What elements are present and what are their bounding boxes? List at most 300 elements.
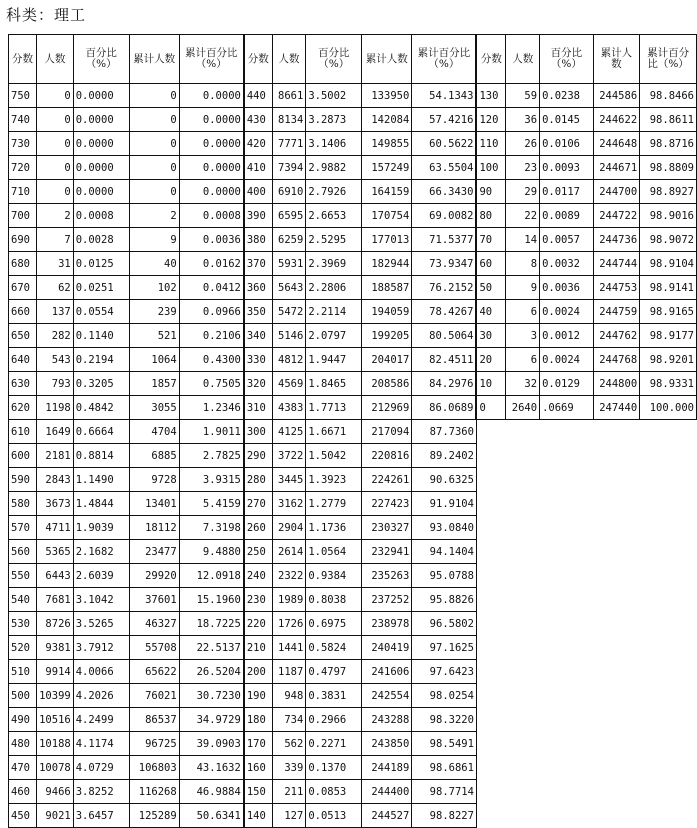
table-cell: 3.9315	[179, 468, 244, 492]
column-header: 分数	[244, 35, 272, 84]
table-cell: 9	[129, 228, 179, 252]
table-cell: 60.5622	[412, 132, 477, 156]
table-cell: 550	[9, 564, 37, 588]
table-cell: 177013	[362, 228, 412, 252]
empty-cell	[476, 804, 505, 828]
empty-cell	[640, 564, 697, 588]
table-cell: 2614	[272, 540, 306, 564]
table-cell: 2.7825	[179, 444, 244, 468]
table-cell: 0	[476, 396, 505, 420]
table-cell: 6	[506, 348, 540, 372]
table-cell: 0.0000	[73, 132, 129, 156]
table-cell: 208586	[362, 372, 412, 396]
table-row	[9, 252, 697, 276]
table-cell: 244671	[593, 156, 640, 180]
table-cell: 10078	[37, 756, 74, 780]
table-cell: 240	[244, 564, 272, 588]
empty-cell	[640, 636, 697, 660]
table-cell: 9	[506, 276, 540, 300]
table-cell: 650	[9, 324, 37, 348]
table-cell: 116268	[129, 780, 179, 804]
table-cell: 1.2346	[179, 396, 244, 420]
table-cell: 2.2806	[306, 276, 362, 300]
column-header: 人数	[37, 35, 74, 84]
table-cell: 98.8716	[640, 132, 697, 156]
table-cell: 1.3923	[306, 468, 362, 492]
table-cell: 0	[129, 156, 179, 180]
table-cell: 0.0036	[540, 276, 594, 300]
table-cell: 194059	[362, 300, 412, 324]
empty-cell	[593, 804, 640, 828]
table-row	[9, 804, 697, 828]
table-cell: 700	[9, 204, 37, 228]
table-row	[9, 684, 697, 708]
empty-cell	[540, 444, 594, 468]
table-cell: 1.1736	[306, 516, 362, 540]
table-cell: 4.2499	[73, 708, 129, 732]
table-cell: 660	[9, 300, 37, 324]
table-cell: 9021	[37, 804, 74, 828]
column-header: 分数	[9, 35, 37, 84]
empty-cell	[476, 468, 505, 492]
empty-cell	[476, 540, 505, 564]
table-cell: 390	[244, 204, 272, 228]
table-cell: 0.2271	[306, 732, 362, 756]
table-row	[9, 444, 697, 468]
table-cell: 238978	[362, 612, 412, 636]
table-cell: 244800	[593, 372, 640, 396]
table-cell: 137	[37, 300, 74, 324]
table-cell: 1187	[272, 660, 306, 684]
table-cell: 7394	[272, 156, 306, 180]
table-cell: 1726	[272, 612, 306, 636]
table-row	[9, 228, 697, 252]
empty-cell	[506, 588, 540, 612]
table-cell: 1.4844	[73, 492, 129, 516]
table-cell: 23	[506, 156, 540, 180]
empty-cell	[476, 708, 505, 732]
empty-cell	[593, 444, 640, 468]
table-cell: 2	[129, 204, 179, 228]
table-cell: 239	[129, 300, 179, 324]
empty-cell	[540, 708, 594, 732]
table-cell: 217094	[362, 420, 412, 444]
table-cell: 0.3831	[306, 684, 362, 708]
table-cell: 7.3198	[179, 516, 244, 540]
empty-cell	[506, 732, 540, 756]
table-cell: 5472	[272, 300, 306, 324]
table-cell: 4.0066	[73, 660, 129, 684]
table-row	[9, 132, 697, 156]
table-cell: 50	[476, 276, 505, 300]
column-header: 百分比（%）	[73, 35, 129, 84]
table-cell: 1989	[272, 588, 306, 612]
table-cell: 410	[244, 156, 272, 180]
table-cell: 0.0008	[73, 204, 129, 228]
empty-cell	[540, 636, 594, 660]
table-row	[9, 660, 697, 684]
table-row	[9, 324, 697, 348]
empty-cell	[593, 612, 640, 636]
empty-cell	[640, 804, 697, 828]
table-cell: 18112	[129, 516, 179, 540]
table-cell: 46327	[129, 612, 179, 636]
table-cell: 140	[244, 804, 272, 828]
table-cell: 10188	[37, 732, 74, 756]
table-cell: 500	[9, 684, 37, 708]
table-cell: 730	[9, 132, 37, 156]
table-cell: 1.7713	[306, 396, 362, 420]
empty-cell	[540, 540, 594, 564]
table-row	[9, 348, 697, 372]
table-cell: 34.9729	[179, 708, 244, 732]
table-cell: 0.0000	[179, 132, 244, 156]
empty-cell	[593, 540, 640, 564]
table-cell: 133950	[362, 84, 412, 108]
table-row	[9, 516, 697, 540]
table-cell: 0.0412	[179, 276, 244, 300]
table-cell: 600	[9, 444, 37, 468]
table-cell: 55708	[129, 636, 179, 660]
table-cell: 0.0513	[306, 804, 362, 828]
table-cell: 244648	[593, 132, 640, 156]
table-cell: 1.9039	[73, 516, 129, 540]
table-cell: 6259	[272, 228, 306, 252]
table-cell: 170754	[362, 204, 412, 228]
empty-cell	[640, 420, 697, 444]
table-cell: 26.5204	[179, 660, 244, 684]
table-cell: 3.7912	[73, 636, 129, 660]
table-cell: 4.0729	[73, 756, 129, 780]
table-cell: 0.0251	[73, 276, 129, 300]
table-cell: 98.9104	[640, 252, 697, 276]
table-cell: 39.0903	[179, 732, 244, 756]
empty-cell	[640, 684, 697, 708]
table-cell: 590	[9, 468, 37, 492]
table-cell: 0	[37, 180, 74, 204]
table-cell: 1.2779	[306, 492, 362, 516]
table-cell: 1.8465	[306, 372, 362, 396]
table-cell: 84.2976	[412, 372, 477, 396]
table-cell: 10	[476, 372, 505, 396]
table-cell: 0.0125	[73, 252, 129, 276]
table-cell: 18.7225	[179, 612, 244, 636]
table-cell: 244400	[362, 780, 412, 804]
table-cell: 0.6664	[73, 420, 129, 444]
table-cell: 2.5295	[306, 228, 362, 252]
table-cell: 9728	[129, 468, 179, 492]
empty-cell	[540, 756, 594, 780]
table-cell: 94.1404	[412, 540, 477, 564]
table-cell: 9381	[37, 636, 74, 660]
table-cell: 244189	[362, 756, 412, 780]
table-cell: 740	[9, 108, 37, 132]
table-cell: 97.6423	[412, 660, 477, 684]
empty-cell	[640, 612, 697, 636]
table-cell: 230327	[362, 516, 412, 540]
table-cell: 71.5377	[412, 228, 477, 252]
table-cell: 1441	[272, 636, 306, 660]
table-row	[9, 420, 697, 444]
table-cell: 22	[506, 204, 540, 228]
table-cell: 97.1625	[412, 636, 477, 660]
table-cell: 86.0689	[412, 396, 477, 420]
empty-cell	[506, 756, 540, 780]
empty-cell	[593, 468, 640, 492]
table-row	[9, 108, 697, 132]
empty-cell	[593, 636, 640, 660]
table-cell: 0	[37, 156, 74, 180]
table-cell: 290	[244, 444, 272, 468]
table-cell: 62	[37, 276, 74, 300]
table-cell: 1.6671	[306, 420, 362, 444]
table-cell: 29	[506, 180, 540, 204]
table-cell: 0.2106	[179, 324, 244, 348]
table-cell: 243288	[362, 708, 412, 732]
table-cell: 220816	[362, 444, 412, 468]
table-cell: 244768	[593, 348, 640, 372]
empty-cell	[506, 804, 540, 828]
table-cell: 244759	[593, 300, 640, 324]
column-header: 累计百分比（%）	[640, 35, 697, 84]
table-cell: 69.0082	[412, 204, 477, 228]
table-cell: 0.0000	[179, 84, 244, 108]
table-cell: 0.3205	[73, 372, 129, 396]
table-cell: 182944	[362, 252, 412, 276]
empty-cell	[506, 612, 540, 636]
table-cell: 2.6039	[73, 564, 129, 588]
table-cell: 0.6975	[306, 612, 362, 636]
table-cell: 0.0000	[179, 156, 244, 180]
empty-cell	[476, 636, 505, 660]
table-cell: 127	[272, 804, 306, 828]
table-row	[9, 396, 697, 420]
score-distribution-table	[8, 34, 697, 828]
table-cell: 100.000	[640, 396, 697, 420]
table-cell: 620	[9, 396, 37, 420]
empty-cell	[540, 660, 594, 684]
table-cell: 310	[244, 396, 272, 420]
table-cell: 5365	[37, 540, 74, 564]
table-cell: 370	[244, 252, 272, 276]
table-cell: 0.0089	[540, 204, 594, 228]
table-cell: 670	[9, 276, 37, 300]
table-cell: 680	[9, 252, 37, 276]
table-cell: 3.5265	[73, 612, 129, 636]
table-cell: 2843	[37, 468, 74, 492]
table-cell: 3.2873	[306, 108, 362, 132]
table-cell: 210	[244, 636, 272, 660]
table-cell: 82.4511	[412, 348, 477, 372]
table-cell: 0.0238	[540, 84, 594, 108]
table-cell: 8726	[37, 612, 74, 636]
empty-cell	[506, 708, 540, 732]
empty-cell	[476, 588, 505, 612]
table-cell: 0	[37, 84, 74, 108]
table-row	[9, 468, 697, 492]
empty-cell	[593, 660, 640, 684]
table-cell: 142084	[362, 108, 412, 132]
table-cell: 793	[37, 372, 74, 396]
table-cell: 98.8927	[640, 180, 697, 204]
table-cell: 98.3220	[412, 708, 477, 732]
table-cell: 6885	[129, 444, 179, 468]
table-cell: 4711	[37, 516, 74, 540]
table-cell: 3055	[129, 396, 179, 420]
table-cell: 0.0117	[540, 180, 594, 204]
empty-cell	[593, 516, 640, 540]
table-cell: 1649	[37, 420, 74, 444]
table-cell: 106803	[129, 756, 179, 780]
table-cell: 36	[506, 108, 540, 132]
table-cell: 460	[9, 780, 37, 804]
table-cell: 0.0966	[179, 300, 244, 324]
table-cell: 237252	[362, 588, 412, 612]
table-cell: 76.2152	[412, 276, 477, 300]
table-cell: 0.0028	[73, 228, 129, 252]
table-cell: 9.4880	[179, 540, 244, 564]
table-row	[9, 156, 697, 180]
table-cell: 96725	[129, 732, 179, 756]
empty-cell	[640, 660, 697, 684]
empty-cell	[593, 588, 640, 612]
table-cell: 2.0797	[306, 324, 362, 348]
table-cell: 8	[506, 252, 540, 276]
empty-cell	[540, 516, 594, 540]
table-cell: 3.1406	[306, 132, 362, 156]
table-cell: 260	[244, 516, 272, 540]
table-cell: 2.9882	[306, 156, 362, 180]
table-cell: 10399	[37, 684, 74, 708]
table-cell: 220	[244, 612, 272, 636]
empty-cell	[506, 684, 540, 708]
table-cell: 66.3430	[412, 180, 477, 204]
table-cell: 98.7714	[412, 780, 477, 804]
table-cell: 98.6861	[412, 756, 477, 780]
table-cell: 0.0145	[540, 108, 594, 132]
column-header: 累计百分比（%）	[179, 35, 244, 84]
table-cell: 2904	[272, 516, 306, 540]
table-row	[9, 564, 697, 588]
table-cell: 232941	[362, 540, 412, 564]
table-cell: 240419	[362, 636, 412, 660]
table-cell: 78.4267	[412, 300, 477, 324]
table-cell: 350	[244, 300, 272, 324]
table-cell: 224261	[362, 468, 412, 492]
table-cell: 0.0008	[179, 204, 244, 228]
column-header: 百分比（%）	[306, 35, 362, 84]
table-cell: 89.2402	[412, 444, 477, 468]
table-cell: 120	[476, 108, 505, 132]
table-cell: 102	[129, 276, 179, 300]
empty-cell	[506, 636, 540, 660]
table-cell: 110	[476, 132, 505, 156]
table-cell: 1.5042	[306, 444, 362, 468]
empty-cell	[540, 732, 594, 756]
table-cell: 0	[37, 132, 74, 156]
table-cell: 0.0000	[179, 180, 244, 204]
table-cell: 170	[244, 732, 272, 756]
table-cell: 0.0106	[540, 132, 594, 156]
table-cell: 70	[476, 228, 505, 252]
empty-cell	[476, 732, 505, 756]
table-cell: 230	[244, 588, 272, 612]
empty-cell	[506, 468, 540, 492]
table-cell: 23477	[129, 540, 179, 564]
table-cell: 130	[476, 84, 505, 108]
table-cell: 188587	[362, 276, 412, 300]
empty-cell	[640, 468, 697, 492]
table-cell: 0.0093	[540, 156, 594, 180]
table-cell: 2.7926	[306, 180, 362, 204]
table-cell: 80.5064	[412, 324, 477, 348]
table-cell: 3673	[37, 492, 74, 516]
table-cell: 7	[37, 228, 74, 252]
table-cell: 4812	[272, 348, 306, 372]
table-row	[9, 204, 697, 228]
table-cell: 0.0000	[73, 108, 129, 132]
table-cell: 430	[244, 108, 272, 132]
table-cell: 98.9016	[640, 204, 697, 228]
table-cell: 7681	[37, 588, 74, 612]
empty-cell	[540, 468, 594, 492]
table-cell: 440	[244, 84, 272, 108]
table-cell: 50.6341	[179, 804, 244, 828]
table-cell: 0.0036	[179, 228, 244, 252]
empty-cell	[540, 588, 594, 612]
empty-cell	[476, 564, 505, 588]
table-cell: 212969	[362, 396, 412, 420]
table-cell: 0.0012	[540, 324, 594, 348]
table-cell: 1.9447	[306, 348, 362, 372]
table-cell: 204017	[362, 348, 412, 372]
table-cell: 244736	[593, 228, 640, 252]
table-cell: 73.9347	[412, 252, 477, 276]
table-cell: 2.1682	[73, 540, 129, 564]
empty-cell	[640, 540, 697, 564]
table-cell: 125289	[129, 804, 179, 828]
table-cell: 243850	[362, 732, 412, 756]
table-cell: 2322	[272, 564, 306, 588]
table-cell: 2181	[37, 444, 74, 468]
table-cell: 0.4300	[179, 348, 244, 372]
table-cell: 164159	[362, 180, 412, 204]
table-cell: 98.9201	[640, 348, 697, 372]
empty-cell	[540, 564, 594, 588]
table-cell: 98.8466	[640, 84, 697, 108]
table-cell: 0.4797	[306, 660, 362, 684]
empty-cell	[640, 780, 697, 804]
table-cell: 26	[506, 132, 540, 156]
table-cell: 98.9331	[640, 372, 697, 396]
empty-cell	[640, 756, 697, 780]
table-row	[9, 588, 697, 612]
table-cell: 1857	[129, 372, 179, 396]
empty-cell	[540, 804, 594, 828]
empty-cell	[506, 780, 540, 804]
empty-cell	[506, 660, 540, 684]
table-cell: 14	[506, 228, 540, 252]
empty-cell	[540, 780, 594, 804]
table-cell: 40	[476, 300, 505, 324]
table-cell: 9466	[37, 780, 74, 804]
table-cell: 96.5802	[412, 612, 477, 636]
empty-cell	[640, 708, 697, 732]
empty-cell	[593, 420, 640, 444]
column-header: 累计人数	[362, 35, 412, 84]
table-cell: 5.4159	[179, 492, 244, 516]
table-row	[9, 372, 697, 396]
